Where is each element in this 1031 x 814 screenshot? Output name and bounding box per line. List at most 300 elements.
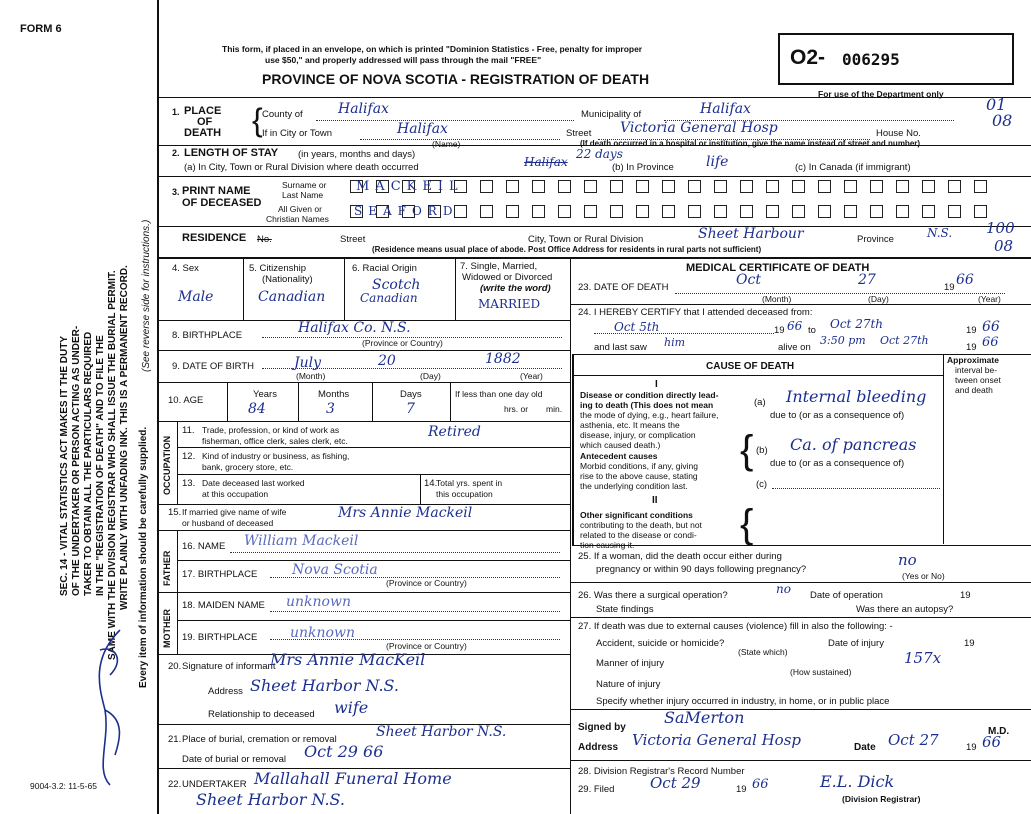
- residence-street-label: Street: [340, 234, 366, 245]
- name-letter-box: [974, 180, 987, 193]
- less-than-day-label: If less than one day old: [455, 389, 543, 399]
- medical-date-year: 66: [982, 733, 1002, 751]
- q25-bottom: [571, 582, 1031, 583]
- burial-place-value: Sheet Harbor N.S.: [376, 724, 507, 740]
- undertaker-label: UNDERTAKER: [182, 779, 247, 790]
- q1-label-1: PLACE: [184, 105, 222, 117]
- surname-label-2: Last Name: [282, 190, 324, 200]
- name-letter-box: [584, 180, 597, 193]
- age-div-1: [227, 383, 228, 421]
- undertaker-value: Mallahall Funeral Home: [254, 769, 452, 788]
- name-letter-box: [792, 205, 805, 218]
- filed-value: Oct 29: [650, 774, 701, 792]
- name-letter-box: [844, 180, 857, 193]
- section-rule-3: [158, 176, 1031, 177]
- race-label: 6. Racial Origin: [352, 263, 417, 274]
- cause-b-label: (b): [756, 445, 768, 456]
- manner-value: 157x: [904, 649, 942, 667]
- q15-text-2: or husband of deceased: [182, 518, 274, 528]
- other-4: tion causing it.: [580, 540, 635, 550]
- dept-use-label: For use of the Department only: [818, 89, 944, 99]
- residence-code-2: 08: [994, 237, 1014, 255]
- name-letter-box: [896, 180, 909, 193]
- race-value-2: Canadian: [360, 291, 418, 305]
- nature-label: Nature of injury: [596, 679, 661, 690]
- death-day-value: 27: [858, 272, 876, 288]
- q14-text-1: Total yrs. spent in: [436, 478, 503, 488]
- mother-birthplace-value: unknown: [290, 625, 355, 641]
- q15-text-1: If married give name of wife: [182, 507, 287, 517]
- undertaker-value-2: Sheet Harbor N.S.: [196, 790, 346, 809]
- q11-number: 11.: [182, 425, 195, 436]
- spouse-value: Mrs Annie Mackeil: [338, 505, 473, 521]
- age-label: 10. AGE: [168, 395, 204, 406]
- cause-c-line: [772, 488, 940, 489]
- autopsy-label: Was there an autopsy?: [856, 604, 954, 615]
- row12-bottom: [178, 474, 570, 475]
- q2c-label: (c) In Canada (if immigrant): [795, 162, 911, 173]
- manner-label: Manner of injury: [596, 658, 665, 669]
- name-letter-box: [584, 205, 597, 218]
- specify-label: Specify whether injury occurred in industry, in home, or in public place: [596, 696, 890, 707]
- date-injury-year: 19: [964, 638, 975, 649]
- interval-1: Approximate: [947, 355, 999, 365]
- name-letter-box: [766, 205, 779, 218]
- from-year-prefix: 19: [774, 325, 785, 336]
- name-letter-box: [948, 205, 961, 218]
- row4-div-3: [455, 258, 456, 320]
- name-letter-box: [714, 205, 727, 218]
- cause-title: CAUSE OF DEATH: [706, 361, 795, 372]
- municipality-value: Halifax: [700, 101, 751, 117]
- date-injury-label: Date of injury: [828, 638, 884, 649]
- q23-line: [675, 293, 1005, 294]
- death-month-value: Oct: [736, 272, 761, 288]
- alive-year-value: 66: [982, 335, 999, 350]
- filed-year-value: 66: [752, 777, 769, 792]
- name-letter-box: [506, 205, 519, 218]
- residence-province-value: N.S.: [927, 226, 953, 240]
- name-letter-box: [922, 180, 935, 193]
- alive-date-value: Oct 27th: [880, 334, 929, 347]
- mother-name-value: unknown: [286, 594, 351, 610]
- row11-bottom: [178, 447, 570, 448]
- interval-3: tween onset: [955, 375, 1001, 385]
- q15-number: 15.: [168, 507, 182, 518]
- side-note-line4: IN THE "REGISTRATION OF DEATH" AND TO FILE THE: [95, 335, 106, 596]
- informant-addr-label: Address: [208, 686, 243, 697]
- state-which-hint: (State which): [738, 647, 788, 657]
- dob-year-value: 1882: [485, 351, 521, 367]
- hrs-label: hrs. or: [504, 404, 529, 414]
- q26-bottom: [571, 617, 1031, 618]
- other-3: related to the disease or condi-: [580, 530, 697, 540]
- q25-value: no: [898, 551, 917, 569]
- q26-label: 26. Was there a surgical operation?: [578, 590, 728, 601]
- bracket-1: {: [252, 102, 263, 138]
- date-op-year: 19: [960, 590, 971, 601]
- due-to-2: due to (or as a consequence of): [770, 458, 905, 469]
- q20-number: 20.: [168, 661, 182, 672]
- name-letter-box: [558, 180, 571, 193]
- q13-text-1: Date deceased last worked: [202, 478, 305, 488]
- age-days-value: 7: [406, 401, 415, 417]
- interval-col-rule: [943, 354, 944, 544]
- residence-note: (Residence means usual place of abode. Post Office Address for residents in rural parts not sufficient): [372, 245, 762, 254]
- house-label: House No.: [876, 128, 921, 139]
- residence-label: RESIDENCE: [182, 232, 247, 244]
- q18-line: [270, 611, 560, 612]
- q23-bottom: [571, 304, 1031, 305]
- name-letter-box: [922, 205, 935, 218]
- name-letter-box: [740, 205, 753, 218]
- cause-title-rule: [573, 375, 943, 376]
- registrar-hint: (Division Registrar): [842, 794, 921, 804]
- q11-value: Retired: [428, 424, 481, 440]
- name-letter-box: [766, 180, 779, 193]
- row15-bottom: [158, 530, 570, 531]
- form-title: PROVINCE OF NOVA SCOTIA - REGISTRATION OF DEATH: [262, 71, 650, 87]
- side-note-line6: WRITE PLAINLY WITH UNFADING INK. THIS IS A PERMANENT RECORD.: [119, 265, 130, 610]
- bracket-other: {: [740, 502, 754, 546]
- death-year-value: 66: [956, 272, 974, 288]
- q28-label: 28. Division Registrar's Record Number: [578, 766, 745, 777]
- cause-i-1: Disease or condition directly lead-: [580, 390, 719, 400]
- father-name-value: William Mackeil: [244, 533, 359, 549]
- other-1: Other significant conditions: [580, 510, 693, 520]
- marital-label-3: (write the word): [480, 283, 551, 294]
- q2b-label: (b) In Province: [612, 162, 674, 173]
- mother-side-label: MOTHER: [162, 609, 172, 648]
- side-note-line3: TAKER TO OBTAIN ALL THE PARTICULARS REQUIRED: [83, 331, 94, 596]
- from-year-value: 66: [787, 319, 803, 333]
- name-letter-box: [844, 205, 857, 218]
- q27-bottom: [571, 709, 1031, 710]
- city-label: If in City or Town: [262, 128, 333, 139]
- name-letter-box: [714, 180, 727, 193]
- dob-day-hint: (Day): [420, 371, 441, 381]
- name-letter-box: [662, 180, 675, 193]
- q13-number: 13.: [182, 478, 196, 489]
- cause-a-value: Internal bleeding: [786, 387, 927, 406]
- age-div-2: [298, 383, 299, 421]
- mailing-note-2: use $50," and properly addressed will pass through the mail "FREE": [265, 55, 542, 65]
- surname-value: MACKEIL: [356, 179, 464, 194]
- cause-i-3: the mode of dying, e.g., heart failure,: [580, 410, 719, 420]
- q1-number: 1.: [172, 107, 180, 117]
- q12-text-2: bank, grocery store, etc.: [202, 462, 294, 472]
- q11-text-1: Trade, profession, or kind of work as: [202, 425, 340, 435]
- citizenship-value: Canadian: [258, 289, 326, 305]
- name-letter-box: [532, 205, 545, 218]
- due-to-1: due to (or as a consequence of): [770, 410, 905, 421]
- name-letter-box: [740, 180, 753, 193]
- name-letter-box: [532, 180, 545, 193]
- q13-text-2: at this occupation: [202, 489, 269, 499]
- sex-label: 4. Sex: [172, 263, 199, 274]
- death-year-hint: (Year): [978, 294, 1001, 304]
- name-letter-box: [506, 180, 519, 193]
- name-letter-box: [948, 180, 961, 193]
- given-label-2: Christian Names: [266, 214, 329, 224]
- dob-label: 9. DATE OF BIRTH: [172, 361, 254, 372]
- informant-signature: Mrs Annie MacKeil: [270, 650, 426, 669]
- section-rule-5: [158, 257, 1031, 259]
- signed-by-label: Signed by: [578, 722, 626, 733]
- given-name-value: SEAFORD: [354, 204, 459, 218]
- residence-city-label: City, Town or Rural Division: [528, 234, 644, 245]
- alive-time-value: 3:50 pm: [820, 334, 866, 347]
- q16-line: [230, 552, 560, 553]
- death-day-hint: (Day): [868, 294, 889, 304]
- medical-address-label: Address: [578, 742, 619, 753]
- antecedent-1: Antecedent causes: [580, 451, 658, 461]
- occupation-side-label: OCCUPATION: [162, 435, 172, 495]
- death-month-hint: (Month): [762, 294, 792, 304]
- cause-i-5: disease, injury, or complication: [580, 430, 696, 440]
- marital-label-1: 7. Single, Married,: [460, 261, 538, 272]
- name-letter-box: [870, 180, 883, 193]
- residence-no: No.: [257, 234, 272, 245]
- signed-bottom: [571, 760, 1031, 761]
- surname-label-1: Surname or: [282, 180, 327, 190]
- state-findings-label: State findings: [596, 604, 654, 615]
- marital-value: MARRIED: [478, 297, 541, 311]
- section-rule-4: [158, 226, 1031, 227]
- q21-number: 21.: [168, 734, 182, 745]
- q17-hint: (Province or Country): [386, 578, 467, 588]
- date-op-label: Date of operation: [810, 590, 883, 601]
- registration-number: 006295: [842, 50, 900, 69]
- physician-signature: SaMerton: [664, 708, 745, 727]
- last-saw-value: him: [664, 336, 686, 349]
- name-letter-box: [558, 205, 571, 218]
- min-label: min.: [546, 404, 563, 414]
- cause-c-label: (c): [756, 479, 768, 490]
- dept-code-2: 08: [992, 111, 1013, 130]
- informant-sig-label: Signature of informant: [182, 661, 276, 672]
- sex-value: Male: [178, 289, 214, 305]
- registration-prefix: O2-: [790, 46, 826, 69]
- q11-text-2: fisherman, office clerk, sales clerk, etc.: [202, 436, 348, 446]
- father-side-label: FATHER: [162, 550, 172, 586]
- q2-label: LENGTH OF STAY: [184, 147, 279, 159]
- residence-code-1: 100: [986, 219, 1015, 237]
- interval-4: and death: [955, 385, 993, 395]
- to-date-value: Oct 27th: [830, 317, 884, 331]
- alive-year-prefix: 19: [966, 342, 977, 353]
- row10-bottom: [158, 421, 570, 422]
- side-every-item: Every item of information should be carefully supplied.: [138, 426, 149, 688]
- to-year-prefix: 19: [966, 325, 977, 336]
- given-label-1: All Given or: [278, 204, 322, 214]
- q3-label-2: OF DECEASED: [182, 197, 262, 209]
- q26-value: no: [776, 582, 791, 596]
- days-label: Days: [400, 389, 422, 400]
- cause-a-label: (a): [754, 397, 766, 408]
- q16-label: 16. NAME: [182, 541, 226, 552]
- dob-year-hint: (Year): [520, 371, 543, 381]
- mailing-note-1: This form, if placed in an envelope, on which is printed "Dominion Statistics - Free, penalty for improper: [222, 44, 643, 54]
- occ-side-rule: [177, 421, 178, 504]
- antecedent-3: rise to the above cause, stating: [580, 471, 698, 481]
- q14-number: 14.: [424, 478, 438, 489]
- name-letter-box: [688, 205, 701, 218]
- medical-date-label: Date: [854, 742, 876, 753]
- birthplace-hint: (Province or Country): [362, 338, 443, 348]
- yes-no-hint: (Yes or No): [902, 571, 945, 581]
- q2a-value: Halifax: [524, 155, 568, 169]
- q1-label-2: OF: [197, 116, 213, 128]
- cause-b-value: Ca. of pancreas: [790, 435, 917, 454]
- from-date-value: Oct 5th: [614, 320, 660, 334]
- burial-place-label: Place of burial, cremation or removal: [182, 734, 337, 745]
- name-letter-box: [610, 205, 623, 218]
- informant-rel-label: Relationship to deceased: [208, 709, 315, 720]
- row4-div-2: [344, 258, 345, 320]
- q29-label: 29. Filed: [578, 784, 615, 795]
- name-letter-box: [870, 205, 883, 218]
- row9-bottom: [158, 382, 570, 383]
- name-letter-box: [896, 205, 909, 218]
- marital-label-2: Widowed or Divorced: [462, 272, 553, 283]
- burial-date-label: Date of burial or removal: [182, 754, 287, 765]
- alive-on-label: alive on: [778, 342, 811, 353]
- q1-label-3: DEATH: [184, 127, 222, 139]
- name-letter-box: [480, 205, 493, 218]
- name-letter-box: [480, 180, 493, 193]
- name-letter-box: [818, 205, 831, 218]
- age-div-4: [450, 383, 451, 421]
- row20-bottom: [158, 724, 570, 725]
- city-value: Halifax: [397, 121, 448, 137]
- street-value: Victoria General Hosp: [620, 120, 778, 136]
- q2a-label: (a) In City, Town or Rural Division where death occurred: [184, 162, 419, 173]
- age-months-value: 3: [326, 401, 335, 417]
- cause-i-4: asthenia, etc. It means the: [580, 420, 680, 430]
- medical-date-year-prefix: 19: [966, 742, 977, 753]
- side-reverse-note: (See reverse side for instructions.): [141, 219, 152, 372]
- md-label: M.D.: [988, 726, 1010, 737]
- interval-2: interval be-: [955, 365, 998, 375]
- q27-label: 27. If death was due to external causes (violence) fill in also the following: -: [578, 621, 893, 632]
- name-hint: (Name): [432, 139, 461, 149]
- center-column-rule: [570, 258, 571, 814]
- cause-i-2: ing to death (This does not mean: [580, 400, 714, 410]
- q3-label-1: PRINT NAME: [182, 185, 251, 197]
- dept-code-1: 01: [986, 95, 1007, 114]
- side-note-line1: SEC. 14 - VITAL STATISTICS ACT MAKES IT THE DUTY: [59, 335, 70, 596]
- side-note-line5: SAME WITH THE DIVISION REGISTRAR WHO SHALL ISSUE THE BURIAL PERMIT.: [107, 270, 118, 660]
- street-label: Street: [566, 128, 592, 139]
- q2-number: 2.: [172, 148, 180, 158]
- q25-line-1: 25. If a woman, did the death occur either during: [578, 551, 782, 562]
- name-letter-box: [688, 180, 701, 193]
- medical-title: MEDICAL CERTIFICATE OF DEATH: [686, 262, 870, 274]
- age-years-value: 84: [248, 401, 266, 417]
- mother-side-rule: [177, 592, 178, 654]
- row18-bottom: [178, 620, 570, 621]
- death-year-prefix: 19: [944, 282, 955, 293]
- birthplace-label: 8. BIRTHPLACE: [172, 330, 243, 341]
- dob-day-value: 20: [378, 353, 396, 369]
- years-label: Years: [253, 389, 277, 400]
- cause-i-6: which caused death.): [580, 440, 661, 450]
- burial-date-value: Oct 29 66: [304, 742, 384, 761]
- dob-month-hint: (Month): [296, 371, 326, 381]
- medical-date-value: Oct 27: [888, 731, 939, 749]
- accident-label: Accident, suicide or homicide?: [596, 638, 725, 649]
- months-label: Months: [318, 389, 350, 400]
- side-signature-scribble: [80, 620, 140, 790]
- municipality-label: Municipality of: [581, 109, 642, 120]
- q18-label: 18. MAIDEN NAME: [182, 600, 265, 611]
- county-value: Halifax: [338, 101, 389, 117]
- name-letter-box: [636, 180, 649, 193]
- row16-bottom: [178, 560, 570, 561]
- name-letter-box: [974, 205, 987, 218]
- q19-hint: (Province or Country): [386, 641, 467, 651]
- hospital-note: (If death occurred in a hospital or institution, give the name instead of street and number): [580, 139, 921, 148]
- to-year-value: 66: [982, 319, 1000, 335]
- q12-text-1: Kind of industry or business, as fishing,: [202, 451, 350, 461]
- residence-province-label: Province: [857, 234, 894, 245]
- filed-year-prefix: 19: [736, 784, 747, 795]
- medical-address-value: Victoria General Hosp: [632, 731, 801, 749]
- antecedent-2: Morbid conditions, if any, giving: [580, 461, 698, 471]
- q2b-value: life: [706, 154, 729, 170]
- citizenship-label-2: (Nationality): [262, 274, 313, 285]
- last-saw-label: and last saw: [594, 342, 647, 353]
- name-letter-box: [662, 205, 675, 218]
- q2a-days: 22 days: [576, 147, 623, 161]
- print-code: 9004-3.2: 11-5-65: [30, 781, 97, 791]
- age-div-3: [372, 383, 373, 421]
- name-letter-box: [792, 180, 805, 193]
- name-letter-box: [636, 205, 649, 218]
- birthplace-value: Halifax Co. N.S.: [298, 320, 411, 336]
- father-side-rule: [177, 530, 178, 592]
- roman-two: II: [652, 495, 658, 506]
- how-sustained-hint: (How sustained): [790, 667, 852, 677]
- q19-label: 19. BIRTHPLACE: [182, 632, 258, 643]
- row17-bottom: [158, 592, 570, 593]
- row4-div-1: [243, 258, 244, 320]
- father-birthplace-value: Nova Scotia: [292, 562, 378, 578]
- dob-month-value: July: [294, 355, 322, 371]
- name-letter-box: [818, 180, 831, 193]
- q14-text-2: this occupation: [436, 489, 493, 499]
- citizenship-label-1: 5. Citizenship: [249, 263, 307, 274]
- antecedent-4: the underlying condition last.: [580, 481, 688, 491]
- q25-line-2: pregnancy or within 90 days following pregnancy?: [596, 564, 807, 575]
- bracket-antecedent: {: [740, 428, 754, 472]
- q3-number: 3.: [172, 187, 180, 197]
- other-2: contributing to the death, but not: [580, 520, 702, 530]
- informant-relationship: wife: [334, 698, 369, 717]
- registrar-signature: E.L. Dick: [820, 772, 895, 791]
- q12-number: 12.: [182, 451, 196, 462]
- q24-label: 24. I HEREBY CERTIFY that I attended deceased from:: [578, 307, 813, 318]
- race-value-1: Scotch: [372, 277, 421, 293]
- name-letter-box: [610, 180, 623, 193]
- informant-address: Sheet Harbor N.S.: [250, 676, 400, 695]
- residence-city-value: Sheet Harbour: [698, 226, 804, 242]
- form-number: FORM 6: [20, 23, 62, 35]
- side-note-line2: OF THE UNDERTAKER OR PERSON ACTING AS UNDER-: [71, 325, 82, 596]
- q17-label: 17. BIRTHPLACE: [182, 569, 258, 580]
- row13-div: [420, 474, 421, 504]
